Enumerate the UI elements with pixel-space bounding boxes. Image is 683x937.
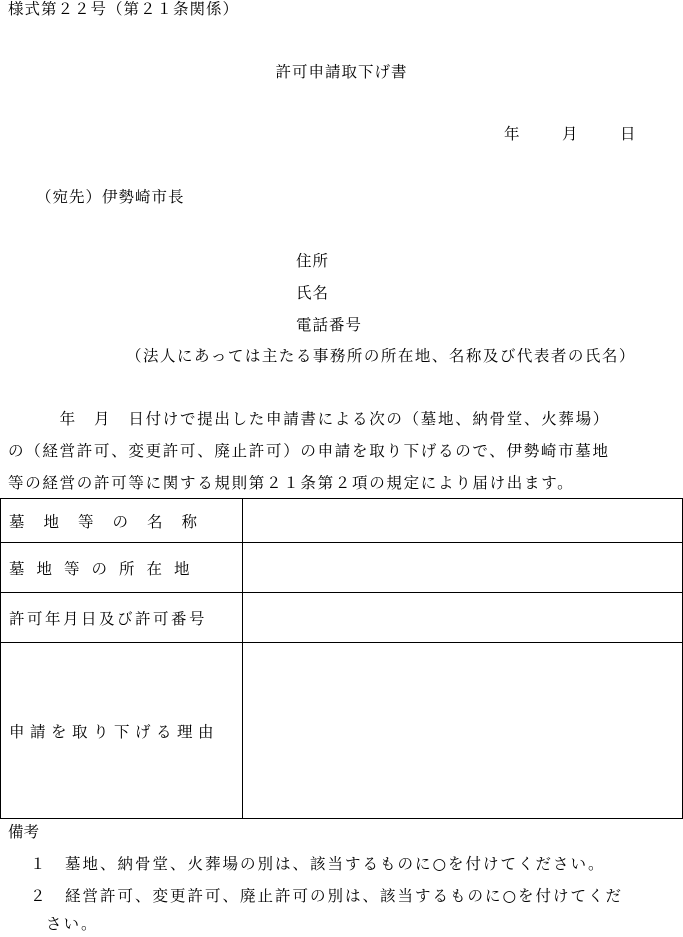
table-row-location: [1, 543, 683, 593]
value-permit-date-number[interactable]: [243, 593, 683, 643]
application-table: [0, 498, 683, 819]
table-row-name: [1, 499, 683, 543]
label-permit-date-number: 許可年月日及び許可番号: [1, 593, 243, 643]
value-withdrawal-reason[interactable]: [243, 643, 683, 819]
date-year-label: 年: [504, 125, 520, 143]
value-cemetery-location[interactable]: [243, 543, 683, 593]
table-row-permit: [1, 593, 683, 643]
remark-item-2: ２ 経営許可、変更許可、廃止許可の別は、該当するものに○を付けてくだ: [30, 887, 624, 905]
corporation-note: （法人にあっては主たる事務所の所在地、名称及び代表者の氏名）: [126, 347, 636, 365]
label-cemetery-location: 墓地等の所在地: [1, 543, 243, 593]
addressee: （宛先）伊勢崎市長: [36, 188, 185, 206]
phone-label: 電話番号: [296, 316, 363, 334]
remark-item-1: １ 墓地、納骨堂、火葬場の別は、該当するものに○を付けてください。: [30, 855, 606, 873]
body-text-line-3: 等の経営の許可等に関する規則第２１条第２項の規定により届け出ます。: [8, 474, 575, 492]
label-withdrawal-reason: 申請を取り下げる理由: [1, 643, 243, 819]
table-row-reason: [1, 643, 683, 819]
name-label: 氏名: [296, 284, 330, 302]
date-month-label: 月: [562, 125, 578, 143]
value-cemetery-name[interactable]: [243, 499, 683, 543]
label-cemetery-name: 墓地等の名称: [1, 499, 243, 543]
date-day-label: 日: [620, 125, 636, 143]
body-text-line-2: の（経営許可、変更許可、廃止許可）の申請を取り下げるので、伊勢崎市墓地: [8, 442, 610, 460]
form-number: 様式第２２号（第２１条関係）: [8, 0, 240, 18]
remark-item-2-continued: さい。: [46, 915, 99, 933]
address-label: 住所: [296, 252, 330, 270]
remarks-title: 備考: [8, 823, 40, 841]
body-text-line-1: 年 月 日付けで提出した申請書による次の（墓地、納骨堂、火葬場）: [8, 410, 611, 428]
document-title: 許可申請取下げ書: [275, 63, 408, 81]
